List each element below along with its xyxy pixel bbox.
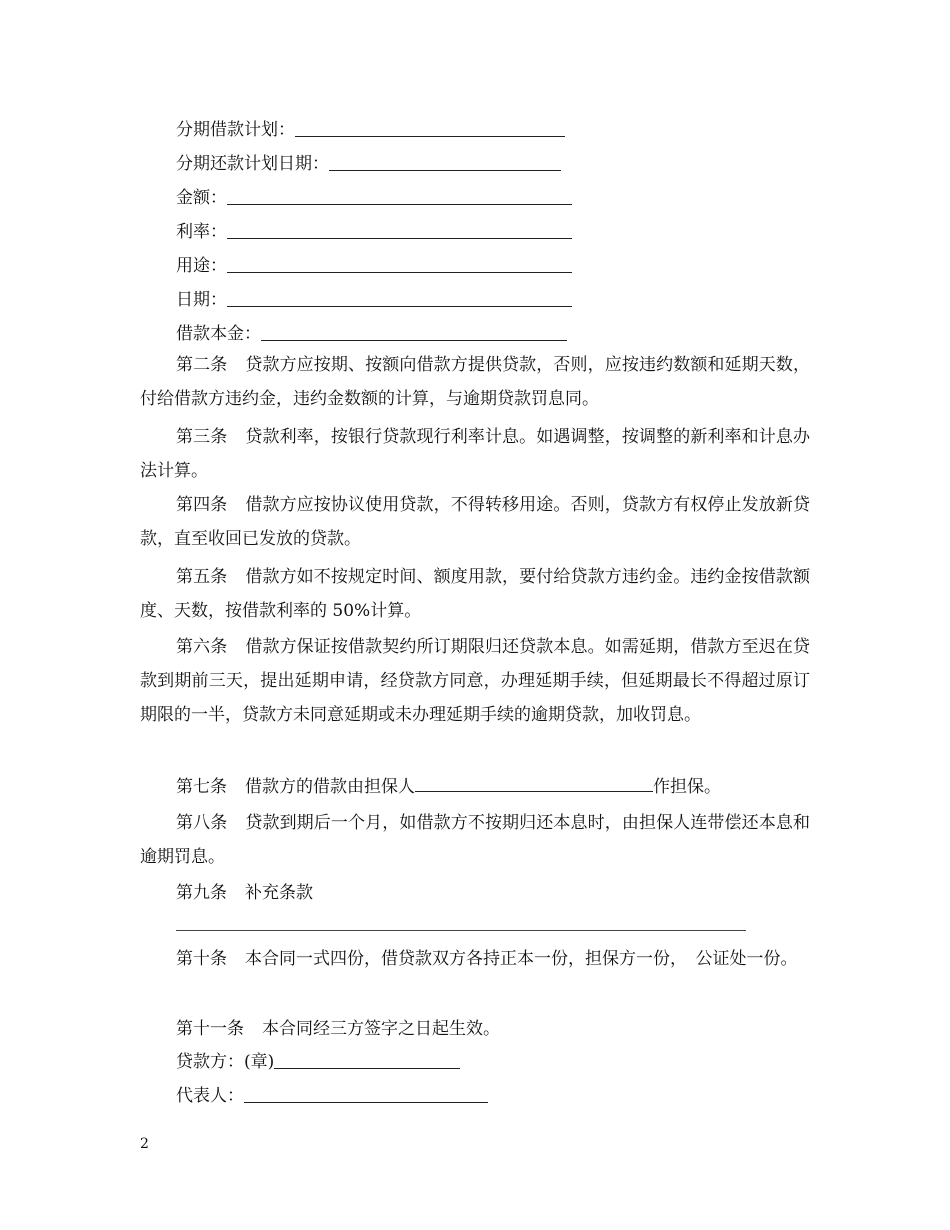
field-label: 分期还款计划日期： xyxy=(176,154,329,174)
field-amount xyxy=(176,186,572,210)
fill-in-line xyxy=(274,1068,460,1069)
article-number: 第八条 xyxy=(176,813,228,833)
guarantor-fill-in-line xyxy=(415,773,653,792)
article-number: 第十一条 xyxy=(176,1019,244,1039)
fill-in-line xyxy=(261,340,567,341)
field-label: 借款本金： xyxy=(176,324,261,344)
article-number: 第九条 xyxy=(176,883,227,903)
field-label: 代表人： xyxy=(176,1086,244,1106)
fill-in-line xyxy=(295,136,565,137)
field-label: 利率： xyxy=(176,222,227,242)
field-label: 贷款方：(章) xyxy=(176,1052,275,1072)
field-label: 分期借款计划： xyxy=(176,120,295,140)
article-6 xyxy=(140,630,810,732)
article-4 xyxy=(140,488,810,556)
article-5 xyxy=(140,560,810,628)
article-number: 第二条 xyxy=(176,355,228,375)
field-lender-seal xyxy=(176,1050,460,1074)
article-number: 第五条 xyxy=(176,567,228,587)
fill-in-line xyxy=(329,170,561,171)
field-label: 金额： xyxy=(176,188,227,208)
article-10 xyxy=(140,942,810,976)
article-text: 借款方应按协议使用贷款，不得转移用途。否则，贷款方有权停止发放新贷款，直至收回已发放的贷款。 xyxy=(140,495,810,549)
article-number: 第十条 xyxy=(176,949,227,969)
field-label: 用途： xyxy=(176,256,227,276)
field-repayment-date xyxy=(176,152,561,176)
article-number: 第三条 xyxy=(176,427,228,447)
page-number: 2 xyxy=(140,1136,149,1152)
article-text: 补充条款 xyxy=(245,883,313,903)
article-text: 借款方如不按规定时间、额度用款，要付给贷款方违约金。违约金按借款额度、天数，按借款利率的 50%计算。 xyxy=(140,567,810,621)
article-text: 借款方的借款由担保人 xyxy=(245,777,415,797)
article-text: 本合同一式四份，借贷款双方各持正本一份，担保方一份， 公证处一份。 xyxy=(245,949,798,969)
field-representative xyxy=(176,1084,488,1108)
article-number: 第七条 xyxy=(176,777,227,797)
article-7 xyxy=(140,770,810,804)
article-number: 第六条 xyxy=(176,637,228,657)
fill-in-line xyxy=(227,272,572,273)
article-9 xyxy=(140,876,810,910)
fill-in-line xyxy=(227,238,572,239)
article-number: 第四条 xyxy=(176,495,228,515)
article-text: 贷款利率，按银行贷款现行利率计息。如遇调整，按调整的新利率和计息办法计算。 xyxy=(140,427,810,481)
article-text: 借款方保证按借款契约所订期限归还贷款本息。如需延期，借款方至迟在贷款到期前三天，提出延期申请，经贷款方同意，办理延期手续，但延期最长不得超过原订期限的一半，贷款方未同意延期或未办理延期手续的逾期贷款，加收罚息。 xyxy=(140,637,810,725)
article-2 xyxy=(140,348,810,416)
article-11 xyxy=(140,1012,810,1046)
field-purpose xyxy=(176,254,572,278)
article-text: 贷款方应按期、按额向借款方提供贷款，否则，应按违约数额和延期天数，付给借款方违约金，违约金数额的计算，与逾期贷款罚息同。 xyxy=(140,355,810,409)
fill-in-line xyxy=(227,204,572,205)
field-installment-plan xyxy=(176,118,565,142)
article-text: 本合同经三方签字之日起生效。 xyxy=(262,1019,500,1039)
fill-in-line xyxy=(244,1102,488,1103)
article-8 xyxy=(140,806,810,874)
article-3 xyxy=(140,420,810,488)
field-label: 日期： xyxy=(176,290,227,310)
supplementary-fill-in-line xyxy=(176,930,746,931)
article-text-suffix: 作担保。 xyxy=(653,777,721,797)
field-principal xyxy=(176,322,567,346)
fill-in-line xyxy=(227,306,572,307)
article-text: 贷款到期后一个月，如借款方不按期归还本息时，由担保人连带偿还本息和逾期罚息。 xyxy=(140,813,810,867)
field-date xyxy=(176,288,572,312)
field-interest-rate xyxy=(176,220,572,244)
